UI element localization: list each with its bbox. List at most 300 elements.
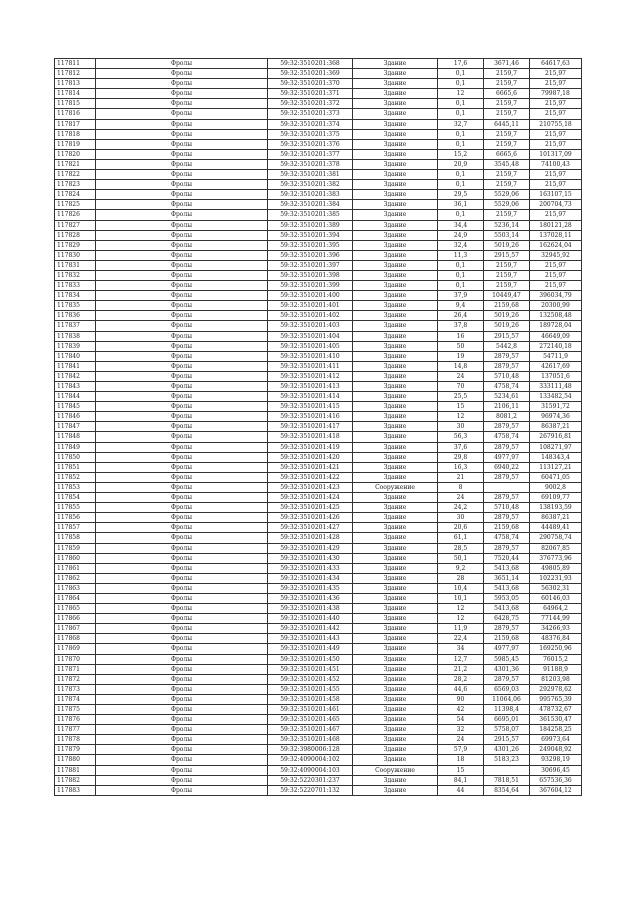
area-cell: 34,4 [438,220,484,230]
rate-cell: 2159,68 [484,523,530,533]
value-cell: 56302,31 [530,583,582,593]
cadastral-number-cell: 59:32:3510201:423 [268,482,353,492]
row-number-cell: 117875 [55,705,96,715]
rate-cell: 2159,7 [484,109,530,119]
rate-cell: 2879,57 [484,361,530,371]
row-number-cell: 117862 [55,573,96,583]
locality-cell: Фролы [96,614,268,624]
table-row [55,291,582,301]
row-number-cell: 117849 [55,442,96,452]
object-type-cell: Здание [353,371,438,381]
object-type-cell: Здание [353,220,438,230]
cadastral-number-cell: 59:32:3510201:396 [268,250,353,260]
table-row [55,129,582,139]
object-type-cell: Здание [353,533,438,543]
cadastral-number-cell: 59:32:3510201:467 [268,725,353,735]
table-row [55,139,582,149]
row-number-cell: 117863 [55,583,96,593]
table-body [55,59,582,796]
value-cell: 290758,74 [530,533,582,543]
object-type-cell: Здание [353,99,438,109]
row-number-cell: 117818 [55,129,96,139]
area-cell: 15 [438,765,484,775]
area-cell: 54 [438,715,484,725]
area-cell: 37,8 [438,321,484,331]
table-row [55,281,582,291]
area-cell: 28,5 [438,543,484,553]
value-cell: 34266,93 [530,624,582,634]
locality-cell: Фролы [96,129,268,139]
row-number-cell: 117832 [55,270,96,280]
locality-cell: Фролы [96,523,268,533]
table-row [55,543,582,553]
row-number-cell: 117827 [55,220,96,230]
area-cell: 16 [438,331,484,341]
cadastral-number-cell: 59:32:3510201:395 [268,240,353,250]
cadastral-number-cell: 59:32:4090004:103 [268,765,353,775]
value-cell: 376773,96 [530,553,582,563]
cadastral-number-cell: 59:32:3510201:442 [268,624,353,634]
object-type-cell: Здание [353,432,438,442]
value-cell: 86387,21 [530,513,582,523]
cadastral-number-cell: 59:32:3510201:415 [268,402,353,412]
cadastral-number-cell: 59:32:5220701:132 [268,785,353,795]
locality-cell: Фролы [96,503,268,513]
row-number-cell: 117872 [55,674,96,684]
cadastral-number-cell: 59:32:3510201:405 [268,341,353,351]
locality-cell: Фролы [96,705,268,715]
cadastral-number-cell: 59:32:3510201:401 [268,301,353,311]
table-row [55,654,582,664]
value-cell: 200704,73 [530,200,582,210]
object-type-cell: Здание [353,583,438,593]
cadastral-number-cell: 59:32:3510201:412 [268,371,353,381]
object-type-cell: Здание [353,159,438,169]
area-cell: 24 [438,735,484,745]
value-cell: 91188,9 [530,664,582,674]
object-type-cell: Здание [353,351,438,361]
area-cell: 12 [438,614,484,624]
row-number-cell: 117842 [55,371,96,381]
area-cell: 29,5 [438,190,484,200]
row-number-cell: 117851 [55,462,96,472]
table-row [55,503,582,513]
rate-cell: 2159,7 [484,270,530,280]
rate-cell: 5710,48 [484,371,530,381]
area-cell: 12,7 [438,654,484,664]
row-number-cell: 117850 [55,452,96,462]
row-number-cell: 117834 [55,291,96,301]
table-row [55,109,582,119]
table-row [55,301,582,311]
row-number-cell: 117841 [55,361,96,371]
rate-cell: 11064,06 [484,694,530,704]
rate-cell: 5234,61 [484,392,530,402]
value-cell: 215,97 [530,139,582,149]
rate-cell: 6665,6 [484,89,530,99]
table-row [55,250,582,260]
row-number-cell: 117822 [55,170,96,180]
rate-cell: 3671,46 [484,59,530,69]
rate-cell: 2915,57 [484,250,530,260]
value-cell: 137028,11 [530,230,582,240]
value-cell: 249048,92 [530,745,582,755]
cadastral-number-cell: 59:32:3510201:440 [268,614,353,624]
object-type-cell: Здание [353,624,438,634]
object-type-cell: Здание [353,725,438,735]
locality-cell: Фролы [96,59,268,69]
area-cell: 0,1 [438,210,484,220]
row-number-cell: 117838 [55,331,96,341]
object-type-cell: Здание [353,240,438,250]
row-number-cell: 117823 [55,180,96,190]
rate-cell: 5413,68 [484,583,530,593]
table-row [55,593,582,603]
locality-cell: Фролы [96,79,268,89]
table-row [55,230,582,240]
locality-cell: Фролы [96,240,268,250]
table-row [55,523,582,533]
table-row [55,422,582,432]
object-type-cell: Здание [353,139,438,149]
locality-cell: Фролы [96,149,268,159]
rate-cell: 6665,6 [484,149,530,159]
row-number-cell: 117829 [55,240,96,250]
locality-cell: Фролы [96,392,268,402]
row-number-cell: 117860 [55,553,96,563]
object-type-cell: Здание [353,543,438,553]
object-type-cell: Здание [353,341,438,351]
locality-cell: Фролы [96,735,268,745]
cadastral-number-cell: 59:32:3510201:377 [268,149,353,159]
area-cell: 24,2 [438,503,484,513]
value-cell: 292978,62 [530,684,582,694]
area-cell: 19 [438,351,484,361]
table-row [55,402,582,412]
row-number-cell: 117861 [55,563,96,573]
rate-cell: 6695,01 [484,715,530,725]
row-number-cell: 117835 [55,301,96,311]
row-number-cell: 117867 [55,624,96,634]
area-cell: 61,1 [438,533,484,543]
object-type-cell: Здание [353,291,438,301]
rate-cell: 2159,7 [484,210,530,220]
area-cell: 0,1 [438,180,484,190]
value-cell: 215,97 [530,270,582,280]
row-number-cell: 117864 [55,593,96,603]
rate-cell: 2159,7 [484,69,530,79]
cadastral-number-cell: 59:32:3510201:452 [268,674,353,684]
cadastral-number-cell: 59:32:3510201:450 [268,654,353,664]
row-number-cell: 117870 [55,654,96,664]
area-cell: 34 [438,644,484,654]
object-type-cell: Здание [353,402,438,412]
cadastral-number-cell: 59:32:3510201:458 [268,694,353,704]
area-cell: 29,8 [438,452,484,462]
table-row [55,180,582,190]
area-cell: 57,9 [438,745,484,755]
locality-cell: Фролы [96,69,268,79]
rate-cell: 2879,57 [484,422,530,432]
table-row [55,765,582,775]
rate-cell: 2879,57 [484,513,530,523]
object-type-cell: Здание [353,119,438,129]
object-type-cell: Здание [353,210,438,220]
rate-cell: 2915,57 [484,331,530,341]
table-row [55,321,582,331]
cadastral-number-cell: 59:32:3510201:378 [268,159,353,169]
value-cell: 215,97 [530,129,582,139]
row-number-cell: 117858 [55,533,96,543]
object-type-cell: Здание [353,503,438,513]
table-row [55,361,582,371]
rate-cell: 4301,36 [484,664,530,674]
locality-cell: Фролы [96,281,268,291]
row-number-cell: 117828 [55,230,96,240]
area-cell: 21 [438,472,484,482]
object-type-cell: Здание [353,311,438,321]
object-type-cell: Здание [353,563,438,573]
area-cell: 11,3 [438,250,484,260]
rate-cell: 5503,14 [484,230,530,240]
cadastral-number-cell: 59:32:3510201:402 [268,311,353,321]
cadastral-number-cell: 59:32:3510201:425 [268,503,353,513]
table-row [55,755,582,765]
rate-cell: 5413,68 [484,563,530,573]
object-type-cell: Здание [353,69,438,79]
table-row [55,311,582,321]
locality-cell: Фролы [96,553,268,563]
object-type-cell: Здание [353,200,438,210]
object-type-cell: Сооружение [353,765,438,775]
cadastral-number-cell: 59:32:3510201:438 [268,604,353,614]
object-type-cell: Здание [353,785,438,795]
row-number-cell: 117883 [55,785,96,795]
locality-cell: Фролы [96,291,268,301]
table-row [55,674,582,684]
cadastral-number-cell: 59:32:3510201:369 [268,69,353,79]
object-type-cell: Здание [353,664,438,674]
row-number-cell: 117824 [55,190,96,200]
rate-cell: 2159,7 [484,99,530,109]
rate-cell: 5236,14 [484,220,530,230]
rate-cell: 2879,57 [484,472,530,482]
table-row [55,745,582,755]
rate-cell: 2159,68 [484,634,530,644]
value-cell: 101317,09 [530,149,582,159]
object-type-cell: Здание [353,745,438,755]
object-type-cell: Здание [353,190,438,200]
rate-cell: 2879,57 [484,351,530,361]
value-cell: 215,97 [530,69,582,79]
cadastral-number-cell: 59:32:3510201:389 [268,220,353,230]
rate-cell: 2159,7 [484,79,530,89]
object-type-cell: Здание [353,452,438,462]
rate-cell: 5413,68 [484,604,530,614]
value-cell: 396034,79 [530,291,582,301]
object-type-cell: Здание [353,149,438,159]
rate-cell: 5019,26 [484,311,530,321]
area-cell: 30 [438,422,484,432]
row-number-cell: 117855 [55,503,96,513]
row-number-cell: 117865 [55,604,96,614]
row-number-cell: 117880 [55,755,96,765]
cadastral-number-cell: 59:32:3510201:375 [268,129,353,139]
rate-cell: 5529,06 [484,190,530,200]
row-number-cell: 117868 [55,634,96,644]
area-cell: 28,2 [438,674,484,684]
row-number-cell: 117882 [55,775,96,785]
value-cell: 180121,28 [530,220,582,230]
rate-cell: 6428,75 [484,614,530,624]
area-cell: 37,6 [438,442,484,452]
cadastral-number-cell: 59:32:3510201:461 [268,705,353,715]
cadastral-number-cell: 59:32:3510201:418 [268,432,353,442]
locality-cell: Фролы [96,220,268,230]
row-number-cell: 117881 [55,765,96,775]
object-type-cell: Сооружение [353,482,438,492]
cadastral-number-cell: 59:32:3510201:468 [268,735,353,745]
locality-cell: Фролы [96,482,268,492]
object-type-cell: Здание [353,553,438,563]
locality-cell: Фролы [96,775,268,785]
row-number-cell: 117831 [55,260,96,270]
cadastral-number-cell: 59:32:3510201:404 [268,331,353,341]
row-number-cell: 117873 [55,684,96,694]
cadastral-number-cell: 59:32:3510201:433 [268,563,353,573]
cadastral-number-cell: 59:32:3510201:371 [268,89,353,99]
cadastral-number-cell: 59:32:5220301:237 [268,775,353,785]
locality-cell: Фролы [96,311,268,321]
rate-cell: 4758,74 [484,533,530,543]
locality-cell: Фролы [96,493,268,503]
row-number-cell: 117877 [55,725,96,735]
cadastral-number-cell: 59:32:3510201:419 [268,442,353,452]
cadastral-number-cell: 59:32:3510201:373 [268,109,353,119]
locality-cell: Фролы [96,624,268,634]
rate-cell: 8081,2 [484,412,530,422]
table-row [55,634,582,644]
cadastral-number-cell: 59:32:3510201:376 [268,139,353,149]
value-cell: 31591,72 [530,402,582,412]
table-row [55,725,582,735]
object-type-cell: Здание [353,79,438,89]
row-number-cell: 117843 [55,382,96,392]
table-row [55,170,582,180]
area-cell: 37,9 [438,291,484,301]
rate-cell: 2879,57 [484,493,530,503]
locality-cell: Фролы [96,513,268,523]
locality-cell: Фролы [96,371,268,381]
rate-cell: 2159,68 [484,301,530,311]
cadastral-number-cell: 59:32:3510201:394 [268,230,353,240]
value-cell: 333111,48 [530,382,582,392]
value-cell: 132508,48 [530,311,582,321]
value-cell: 163107,15 [530,190,582,200]
locality-cell: Фролы [96,260,268,270]
value-cell: 215,97 [530,180,582,190]
locality-cell: Фролы [96,684,268,694]
locality-cell: Фролы [96,432,268,442]
locality-cell: Фролы [96,99,268,109]
object-type-cell: Здание [353,472,438,482]
area-cell: 32,7 [438,119,484,129]
table-row [55,200,582,210]
value-cell: 69973,64 [530,735,582,745]
value-cell: 54711,9 [530,351,582,361]
cadastral-number-cell: 59:32:3510201:443 [268,634,353,644]
area-cell: 12 [438,89,484,99]
cadastral-number-cell: 59:32:3510201:384 [268,200,353,210]
object-type-cell: Здание [353,180,438,190]
value-cell: 215,97 [530,99,582,109]
table-row [55,382,582,392]
value-cell: 267916,81 [530,432,582,442]
locality-cell: Фролы [96,109,268,119]
area-cell: 17,6 [438,59,484,69]
rate-cell: 5529,06 [484,200,530,210]
value-cell: 86387,21 [530,422,582,432]
rate-cell: 2159,7 [484,129,530,139]
rate-cell: 4758,74 [484,382,530,392]
value-cell: 44489,41 [530,523,582,533]
area-cell: 10,4 [438,583,484,593]
value-cell: 32945,92 [530,250,582,260]
table-row [55,614,582,624]
object-type-cell: Здание [353,634,438,644]
rate-cell: 6445,11 [484,119,530,129]
area-cell: 0,1 [438,69,484,79]
value-cell: 215,97 [530,170,582,180]
rate-cell: 5019,26 [484,240,530,250]
value-cell: 74100,43 [530,159,582,169]
object-type-cell: Здание [353,270,438,280]
locality-cell: Фролы [96,745,268,755]
table-row [55,159,582,169]
table-row [55,149,582,159]
value-cell: 42617,69 [530,361,582,371]
row-number-cell: 117859 [55,543,96,553]
rate-cell: 5758,07 [484,725,530,735]
locality-cell: Фролы [96,674,268,684]
cadastral-number-cell: 59:32:3510201:422 [268,472,353,482]
cadastral-number-cell: 59:32:3510201:421 [268,462,353,472]
rate-cell: 7818,51 [484,775,530,785]
cadastral-number-cell: 59:32:3510201:398 [268,270,353,280]
table-row [55,452,582,462]
rate-cell: 5953,05 [484,593,530,603]
locality-cell: Фролы [96,361,268,371]
row-number-cell: 117819 [55,139,96,149]
row-number-cell: 117852 [55,472,96,482]
value-cell: 49805,89 [530,563,582,573]
row-number-cell: 117815 [55,99,96,109]
locality-cell: Фролы [96,694,268,704]
object-type-cell: Здание [353,694,438,704]
object-type-cell: Здание [353,593,438,603]
rate-cell: 2879,57 [484,442,530,452]
locality-cell: Фролы [96,785,268,795]
row-number-cell: 117866 [55,614,96,624]
value-cell: 215,97 [530,109,582,119]
area-cell: 42 [438,705,484,715]
table-row [55,735,582,745]
document-page [54,58,581,796]
object-type-cell: Здание [353,129,438,139]
locality-cell: Фролы [96,472,268,482]
value-cell: 81203,98 [530,674,582,684]
row-number-cell: 117846 [55,412,96,422]
